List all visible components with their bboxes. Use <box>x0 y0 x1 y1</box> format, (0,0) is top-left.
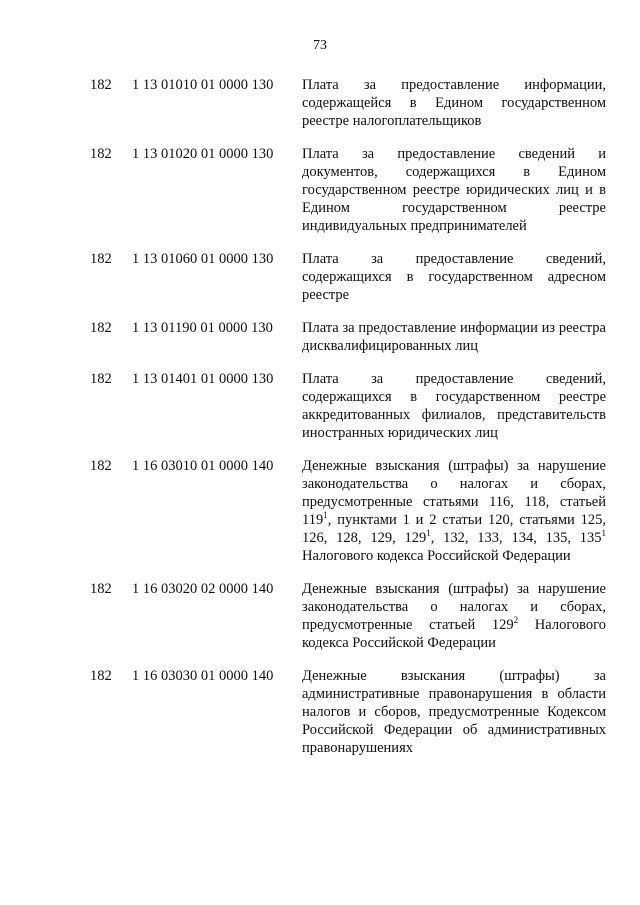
budget-classification-code: 1 16 03030 01 0000 140 <box>132 668 274 684</box>
administrator-code: 182 <box>90 668 112 684</box>
description-text: Плата за предоставление сведений, содержащихся в государственном реестре аккредитованных филиалов, представительств иностранных юридических лиц <box>302 371 606 441</box>
page-number: 73 <box>313 38 327 53</box>
revenue-description <box>302 319 606 355</box>
description-text: Налогового кодекса Российской Федерации <box>302 548 571 564</box>
revenue-description <box>302 76 606 130</box>
table-row <box>90 580 606 652</box>
revenue-description <box>302 145 606 235</box>
description-text: Налогового кодекса Российской Федерации <box>302 617 606 651</box>
budget-classification-code: 1 13 01401 01 0000 130 <box>132 371 274 387</box>
superscript-mark: 1 <box>601 528 606 538</box>
description-text: Плата за предоставление информации из реестра дисквалифицированных лиц <box>302 320 606 354</box>
table-row <box>90 250 606 304</box>
description-text: , 132, 133, 134, 135, 135 <box>430 530 602 546</box>
superscript-mark: 1 <box>323 510 328 520</box>
administrator-code: 182 <box>90 320 112 336</box>
administrator-code: 182 <box>90 77 112 93</box>
revenue-description <box>302 250 606 304</box>
description-text: Плата за предоставление сведений, содержащихся в государственном адресном реестре <box>302 251 606 303</box>
administrator-code: 182 <box>90 581 112 597</box>
budget-classification-code: 1 13 01020 01 0000 130 <box>132 146 274 162</box>
budget-classification-code: 1 16 03010 01 0000 140 <box>132 458 274 474</box>
administrator-code: 182 <box>90 146 112 162</box>
description-text: Денежные взыскания (штрафы) за административные правонарушения в области налогов и сборов, предусмотренные Кодексом Российской Федерации об административных правонарушениях <box>302 668 606 756</box>
table-row <box>90 145 606 235</box>
superscript-mark: 2 <box>513 615 519 625</box>
superscript-mark: 1 <box>426 528 431 538</box>
description-text: Плата за предоставление информации, содержащейся в Едином государственном реестре налогоплательщиков <box>302 77 606 129</box>
description-text: Денежные взыскания (штрафы) за нарушение законодательства о налогах и сборах, предусмотренные статьей 129 <box>302 581 606 633</box>
budget-classification-code: 1 13 01060 01 0000 130 <box>132 251 274 267</box>
table-row <box>90 667 606 757</box>
administrator-code: 182 <box>90 458 112 474</box>
table-row <box>90 319 606 355</box>
description-text: Плата за предоставление сведений и документов, содержащихся в Едином государственном реестре юридических лиц и в Едином государственном реестре индивидуальных предпринимателей <box>302 146 606 234</box>
revenue-description <box>302 667 606 757</box>
revenue-description <box>302 370 606 442</box>
administrator-code: 182 <box>90 251 112 267</box>
revenue-description <box>302 457 606 565</box>
classification-table <box>90 76 606 772</box>
table-row <box>90 76 606 130</box>
description-text: , пунктами 1 и 2 статьи 120, статьями 125, 126, 128, 129, 129 <box>302 512 606 546</box>
budget-classification-code: 1 13 01190 01 0000 130 <box>132 320 273 336</box>
description-text: Денежные взыскания (штрафы) за нарушение законодательства о налогах и сборах, предусмотренные статьями 116, 118, статьей 119 <box>302 458 606 528</box>
administrator-code: 182 <box>90 371 112 387</box>
table-row <box>90 370 606 442</box>
budget-classification-code: 1 13 01010 01 0000 130 <box>132 77 274 93</box>
revenue-description <box>302 580 606 652</box>
budget-classification-code: 1 16 03020 02 0000 140 <box>132 581 274 597</box>
table-row <box>90 457 606 565</box>
